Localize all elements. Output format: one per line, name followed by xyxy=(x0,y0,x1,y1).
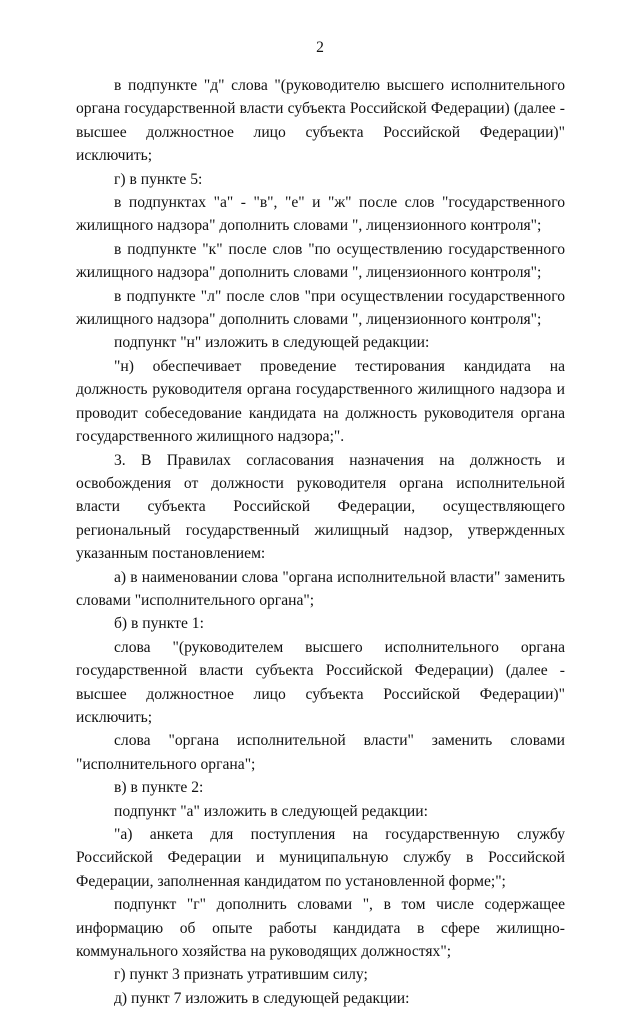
paragraph: б) в пункте 1: xyxy=(114,615,204,633)
paragraph: г) в пункте 5: xyxy=(114,170,203,188)
paragraph: подпункт "а" изложить в следующей редакции: xyxy=(114,802,428,820)
paragraph: г) пункт 3 признать утратившим силу; xyxy=(114,966,368,984)
paragraph: д) пункт 7 изложить в следующей редакции: xyxy=(114,989,410,1007)
paragraph: в подпункте "д" слова "(руководителю высшего исполнительного органа государственной власти субъекта Российской Федерации) (далее - высшее должностное лицо субъекта Российской Федерации)" исключить; xyxy=(76,77,565,165)
paragraph: 3. В Правилах согласования назначения на должность и освобождения от должности руководителя органа исполнительной власти субъекта Российской Федерации, осуществляющего региональный государственный жилищный надзор, утвержденных указанным постановлением: xyxy=(76,451,565,563)
paragraph: слова "органа исполнительной власти" заменить словами "исполнительного органа"; xyxy=(76,732,565,773)
paragraph: подпункт "г" дополнить словами ", в том числе содержащее информацию об опыте работы кандидата в сфере жилищно-коммунального хозяйства на руководящих должностях"; xyxy=(76,896,565,961)
paragraph: в) в пункте 2: xyxy=(114,779,204,797)
paragraph: а) в наименовании слова "органа исполнительной власти" заменить словами "исполнительного органа"; xyxy=(76,568,565,609)
paragraph: "а) анкета для поступления на государственную службу Российской Федерации и муниципальную службу в Российской Федерации, заполненная кандидатом по установленной форме;"; xyxy=(76,826,565,890)
paragraph: в подпункте "к" после слов "по осуществлению государственного жилищного надзора" дополнить словами ", лицензионного контроля"; xyxy=(76,240,565,282)
paragraph: "н) обеспечивает проведение тестирования кандидата на должность руководителя органа государственного жилищного надзора и проводит собеседование кандидата на должность руководителя органа государственного жилищного надзора;". xyxy=(76,357,565,446)
paragraph: слова "(руководителем высшего исполнительного органа государственной власти субъекта Российской Федерации) (далее - высшее должностное лицо субъекта Российской Федерации)" исключить; xyxy=(76,638,565,726)
paragraph: в подпункте "л" после слов "при осуществлении государственного жилищного надзора" дополнить словами ", лицензионного контроля"; xyxy=(76,287,565,329)
page-number: 2 xyxy=(316,39,324,56)
paragraph: подпункт "н" изложить в следующей редакции: xyxy=(114,334,430,352)
paragraph: в подпунктах "а" - "в", "е" и "ж" после слов "государственного жилищного надзора" дополнить словами ", лицензионного контроля"; xyxy=(76,194,565,235)
document-body xyxy=(76,74,565,1010)
